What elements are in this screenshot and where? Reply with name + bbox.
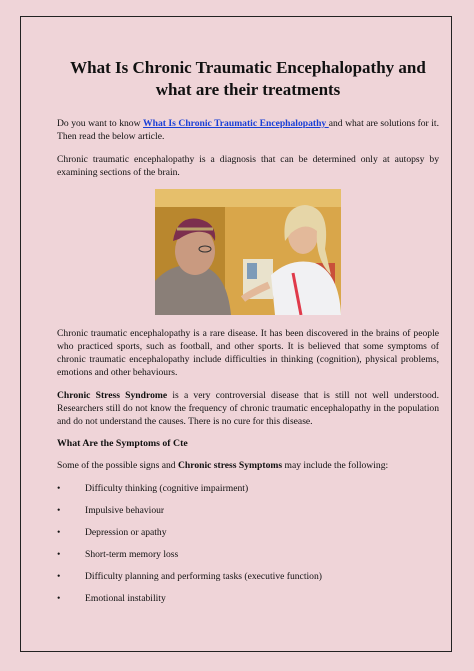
stress-term: Chronic Stress Syndrome [57,390,168,401]
bullet-icon: • [57,593,61,604]
symptom-text: Impulsive behaviour [85,505,165,516]
symptoms-heading: What Are the Symptoms of Cte [57,438,188,449]
bullet-icon: • [57,549,61,560]
symptoms-intro-term: Chronic stress Symptoms [177,460,283,471]
stress-rest: is a very controversial disease that is still not well understood. Researchers still do not know the frequency of chronic traumatic encephalopathy in the population and do not understand the causes. There is no cure for this disease. [57,390,439,427]
symptoms-intro [57,459,439,472]
list-item [57,548,439,561]
list-item [57,570,439,583]
symptom-text: Short-term memory loss [85,549,179,560]
symptom-text: Emotional instability [85,593,166,604]
article-link[interactable]: What Is Chronic Traumatic Encephalopathy [143,118,329,129]
list-item [57,592,439,605]
symptoms-list [57,482,439,605]
symptom-text: Difficulty thinking (cognitive impairment) [85,483,249,494]
page-title: What Is Chronic Traumatic Encephalopathy and what are their treatments [70,58,426,99]
list-item [57,482,439,495]
symptom-text: Difficulty planning and performing tasks (executive function) [85,571,322,582]
list-item [57,526,439,539]
document-content [57,57,439,614]
bullet-icon: • [57,483,61,494]
intro-paragraph [57,117,439,143]
symptoms-intro-prefix: Some of the possible signs and [57,460,178,471]
stress-paragraph [57,389,439,428]
bullet-icon: • [57,505,61,516]
document-page [20,16,452,652]
intro-suffix: and what are solutions for it. Then read the below article. [57,118,439,142]
patient-caregiver-photo [155,189,341,315]
rare-disease-paragraph: Chronic traumatic encephalopathy is a rare disease. It has been discovered in the brains of people who practiced sports, such as football, and other sports. It is believed that some symptoms of chronic traumatic encephalopathy include difficulties in thinking (cognition), physical problems, emotions and other behaviours. [57,328,439,378]
list-item [57,504,439,517]
bullet-icon: • [57,571,61,582]
symptom-text: Depression or apathy [85,527,167,538]
diagnosis-paragraph: Chronic traumatic encephalopathy is a diagnosis that can be determined only at autopsy by examining sections of the brain. [57,154,439,178]
bullet-icon: • [57,527,61,538]
intro-prefix: Do you want to know [57,118,144,129]
symptoms-intro-suffix: may include the following: [282,460,389,471]
